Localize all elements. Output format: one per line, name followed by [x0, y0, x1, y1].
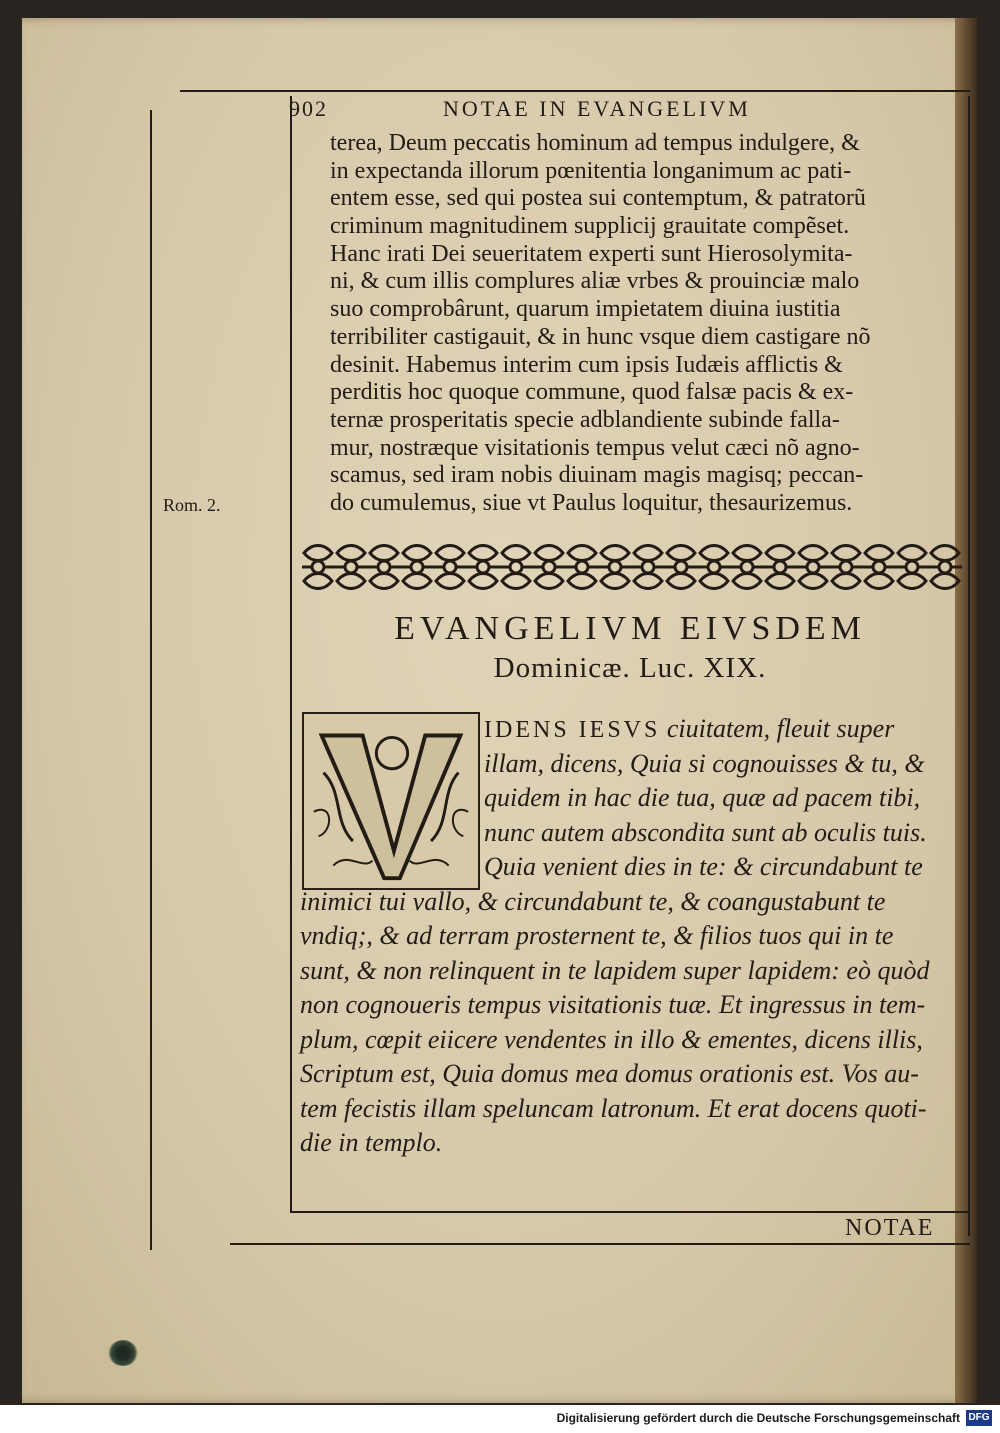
text-line: scamus, sed iram nobis diuinam magis magisq; peccan-: [330, 462, 864, 489]
footer-bar: [0, 1405, 1000, 1433]
text-line: non cognoueris tempus visitationis tuæ. Et ingressus in tem-: [300, 990, 926, 1019]
page-number: 902: [289, 96, 328, 121]
text-line: inimici tui vallo, & circundabunt te, & coangustabunt te: [300, 886, 886, 916]
text-line: do cumulemus, siue vt Paulus loquitur, thesaurizemus.: [330, 489, 853, 516]
text-line: criminum magnitudinem supplicij grauitate compẽset.: [330, 213, 850, 240]
text-line: plum, cœpit eiicere vendentes in illo & ementes, dicens illis,: [300, 1024, 923, 1054]
text-line: desinit. Habemus interim cum ipsis Iudæis afflictis &: [330, 351, 843, 378]
text-line: tem fecistis illam speluncam latronum. Et erat docens quoti-: [300, 1093, 927, 1123]
text-line: illam, dicens, Quia si cognouisses & tu, &: [484, 748, 925, 778]
text-line: Hanc irati Dei seueritatem experti sunt Hierosolymita-: [330, 240, 853, 267]
lower-rule: [230, 1243, 970, 1245]
text-line: perditis hoc quoque commune, quod falsæ pacis & ex-: [330, 379, 854, 406]
text-line: mur, nostræque visitationis tempus velut cæci nõ agno-: [330, 434, 860, 461]
section-heading: EVANGELIVM EIVSDEM: [394, 610, 866, 647]
commentary-text: [330, 130, 960, 518]
text-fragment: ciuitatem, fleuit super: [660, 714, 895, 743]
funding-credit: Digitalisierung gefördert durch die Deutsche Forschungsgemeinschaft: [556, 1411, 960, 1425]
ornamental-band: [302, 543, 962, 591]
text-line: Quia venient dies in te: & circundabunt te: [484, 852, 923, 881]
running-title: NOTAE IN EVANGELIVM: [443, 96, 751, 121]
dfg-logo: DFG: [966, 1410, 992, 1426]
text-line: Scriptum est, Quia domus mea domus orationis est. Vos au-: [300, 1059, 919, 1088]
text-line: entem esse, sed qui postea sui contemptum, & patratorũ: [330, 185, 866, 212]
text-line: suo comprobârunt, quarum impietatem diuina iustitia: [330, 296, 841, 323]
column-rule-right: [968, 96, 970, 1236]
text-line: die in templo.: [300, 1128, 443, 1157]
text-line: sunt, & non relinquent in te lapidem super lapidem: eò quòd: [300, 955, 930, 985]
margin-note: Rom. 2.: [163, 495, 221, 515]
ink-stain: [108, 1340, 138, 1366]
catchword: NOTAE: [845, 1215, 935, 1241]
section-subheading: Dominicæ. Luc. XIX.: [493, 652, 767, 684]
column-rule-left: [290, 96, 292, 1211]
running-head: [285, 96, 925, 124]
top-rule: [180, 90, 970, 92]
text-line: ni, & cum illis complures aliæ vrbes & prouinciæ malo: [330, 268, 860, 295]
text-line: vndiq;, & ad terram prosternent te, & filios tuos qui in te: [300, 921, 894, 950]
bottom-rule: [290, 1211, 970, 1213]
text-line: [300, 712, 960, 747]
text-line: in expectanda illorum pœnitentia longanimum ac pati-: [330, 157, 852, 184]
text-line: quidem in hac die tua, quæ ad pacem tibi,: [484, 783, 921, 812]
text-line: nunc autem abscondita sunt ab oculis tuis.: [484, 817, 927, 847]
text-line: ternæ prosperitatis specie adblandiente subinde falla-: [330, 406, 840, 433]
text-line: terribiliter castigauit, & in hunc vsque diem castigare nõ: [330, 323, 871, 350]
margin-rule-left: [150, 110, 152, 1250]
text-line: terea, Deum peccatis hominum ad tempus indulgere, &: [330, 130, 860, 156]
gospel-text: [300, 712, 960, 1161]
opening-words: IDENS IESVS: [484, 717, 661, 743]
